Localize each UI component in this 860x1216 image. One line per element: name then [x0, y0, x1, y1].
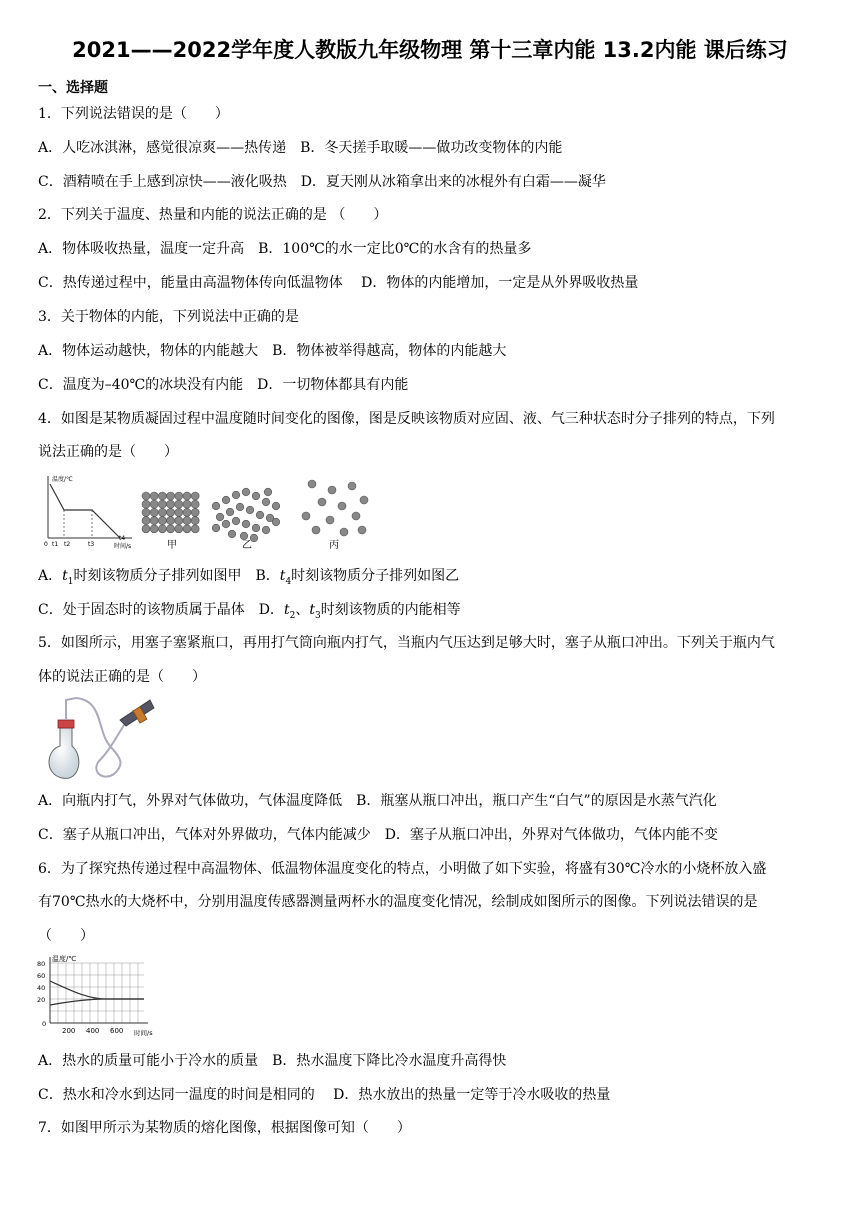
molecule-solid: [142, 492, 150, 500]
molecule-solid: [150, 500, 158, 508]
molecule-solid: [175, 508, 183, 516]
molecule-liquid: [272, 518, 280, 526]
question-4-options-cd: [38, 601, 461, 625]
molecule-solid: [158, 500, 166, 508]
molecule-solid: [150, 517, 158, 525]
q4-d-sep: 、: [295, 602, 310, 618]
q4-a-t: t: [62, 568, 68, 584]
question-7-stem: 7．如图甲所示为某物质的熔化图像，根据图像可知（ ）: [38, 1120, 411, 1136]
q6-xtick-200: 200: [62, 1027, 76, 1035]
q6-ytick-40: 40: [37, 984, 46, 992]
molecule-liquid: [212, 524, 220, 532]
q4-tick-t4: t4: [119, 535, 126, 542]
molecule-liquid: [240, 532, 248, 540]
question-6-stem-line2: 有70℃热水的大烧杯中，分别用温度传感器测量两杯水的温度变化情况，绘制成如图所示的图像。下列说法错误的是: [38, 894, 758, 910]
question-1-options-ab: A．人吃冰淇淋，感觉很凉爽——热传递 B．冬天搓手取暖——做功改变物体的内能: [38, 140, 563, 156]
molecule-solid: [150, 492, 158, 500]
molecule-solid: [158, 525, 166, 533]
molecule-solid: [167, 492, 175, 500]
page-title: 2021——2022学年度人教版九年级物理 第十三章内能 13.2内能 课后练习: [72, 38, 788, 62]
molecule-liquid: [236, 503, 244, 511]
question-5-stem-line2: 体的说法正确的是（ ）: [38, 669, 206, 685]
molecule-solid: [142, 517, 150, 525]
question-2-stem: 2．下列关于温度、热量和内能的说法正确的是 （ ）: [38, 207, 388, 223]
molecules-solid: [142, 492, 199, 533]
molecule-liquid: [262, 498, 270, 506]
molecule-solid: [158, 517, 166, 525]
q6-ytick-0: 0: [42, 1020, 47, 1028]
molecule-gas: [326, 516, 334, 524]
q4-c-text: C．处于固态时的该物质属于晶体 D．: [38, 602, 284, 618]
molecule-gas: [358, 526, 366, 534]
q4-tick-0: 0: [44, 541, 48, 548]
flask-and-pump-illustration: [40, 694, 155, 782]
question-2-options-cd: C．热传递过程中，能量由高温物体传向低温物体 D．物体的内能增加，一定是从外界吸收热量: [38, 275, 639, 291]
q4-tick-t3: t3: [88, 541, 95, 548]
molecule-solid: [142, 525, 150, 533]
molecule-solid: [167, 508, 175, 516]
molecule-liquid: [228, 530, 236, 538]
question-4-options-ab: [38, 567, 459, 591]
molecule-gas: [338, 502, 346, 510]
label-yi: 乙: [242, 540, 252, 551]
molecule-solid: [183, 525, 191, 533]
molecule-solid: [183, 508, 191, 516]
molecule-liquid: [252, 524, 260, 532]
q6-xlabel: 时间/s: [134, 1029, 153, 1037]
flask: [49, 728, 79, 778]
molecule-solid: [183, 500, 191, 508]
label-jia: 甲: [167, 540, 177, 551]
q4-d-t2: t: [283, 602, 290, 618]
q4-tick-t1: t1: [52, 541, 59, 548]
molecule-liquid: [222, 496, 230, 504]
molecule-solid: [191, 500, 199, 508]
molecule-gas: [318, 498, 326, 506]
q6-ylabel: 温度/℃: [52, 955, 77, 963]
question-6-options-ab: A．热水的质量可能小于冷水的质量 B．热水温度下降比冷水温度升高得快: [38, 1053, 507, 1069]
q4-d-post: 时刻该物质的内能相等: [320, 602, 461, 618]
molecule-gas: [312, 526, 320, 534]
question-5-options-cd: C．塞子从瓶口冲出，气体对外界做功，气体内能减少 D．塞子从瓶口冲出，外界对气体做功，气体内能不变: [38, 827, 718, 843]
question-5-options-ab: A．向瓶内打气，外界对气体做功，气体温度降低 B．瓶塞从瓶口冲出，瓶口产生“白气”的原因是水蒸气汽化: [38, 793, 717, 809]
question-6-stem-line1: 6．为了探究热传递过程中高温物体、低温物体温度变化的特点，小明做了如下实验，将盛有30℃冷水的小烧杯放入盛: [38, 861, 767, 877]
molecule-solid: [142, 500, 150, 508]
molecule-liquid: [212, 502, 220, 510]
q4-xlabel: 时间/s: [114, 543, 132, 550]
molecule-gas: [308, 480, 316, 488]
q4-a-post: 时刻该物质分子排列如图甲 B．: [73, 568, 280, 584]
q6-grid: [50, 963, 144, 1023]
molecule-gas: [352, 512, 360, 520]
question-6-stem-line3: （ ）: [38, 928, 94, 944]
question-3-options-cd: C．温度为–40℃的冰块没有内能 D．一切物体都具有内能: [38, 377, 409, 393]
section-heading: 一、选择题: [38, 80, 108, 96]
molecule-gas: [302, 512, 310, 520]
molecule-gas: [348, 482, 356, 490]
molecule-liquid: [216, 513, 224, 521]
q4-ylabel: 温度/℃: [52, 476, 73, 483]
molecules-liquid: [212, 488, 280, 542]
molecule-solid: [158, 492, 166, 500]
molecule-liquid: [246, 506, 254, 514]
molecule-solid: [150, 508, 158, 516]
molecule-solid: [175, 500, 183, 508]
q4-a-sub: 1: [67, 576, 74, 587]
molecule-solid: [183, 492, 191, 500]
molecules-gas: [302, 480, 368, 536]
question-1-stem: 1．下列说法错误的是（ ）: [38, 106, 229, 122]
question-4-stem-line1: 4．如图是某物质凝固过程中温度随时间变化的图像，图是反映该物质对应固、液、气三种状态时分子排列的特点，下列: [38, 411, 775, 427]
q4-d-t3: t: [309, 602, 315, 618]
molecule-liquid: [222, 520, 230, 528]
question-5-stem-line1: 5．如图所示，用塞子塞紧瓶口，再用打气筒向瓶内打气，当瓶内气压达到足够大时，塞子从瓶口冲出。下列关于瓶内气: [38, 635, 775, 651]
molecule-liquid: [264, 488, 272, 496]
q6-ytick-20: 20: [37, 996, 46, 1004]
q4-tick-t2: t2: [64, 541, 71, 548]
molecule-gas: [360, 496, 368, 504]
q4-d-sub3: 3: [314, 610, 321, 621]
molecule-solid: [167, 517, 175, 525]
molecule-gas: [340, 528, 348, 536]
label-bing: 丙: [329, 540, 339, 551]
q6-xtick-400: 400: [86, 1027, 100, 1035]
molecule-liquid: [256, 511, 264, 519]
q4-curve: [50, 484, 120, 538]
question-3-stem: 3．关于物体的内能，下列说法中正确的是: [38, 309, 299, 325]
molecule-liquid: [242, 520, 250, 528]
stopper: [58, 720, 74, 728]
question-3-options-ab: A．物体运动越快，物体的内能越大 B．物体被举得越高，物体的内能越大: [38, 343, 507, 359]
q4-b-sub: 4: [285, 576, 292, 587]
molecule-solid: [167, 500, 175, 508]
molecule-liquid: [252, 492, 260, 500]
molecule-solid: [191, 508, 199, 516]
molecule-solid: [150, 525, 158, 533]
q4-a-prefix: A．: [38, 568, 63, 584]
molecule-solid: [142, 508, 150, 516]
molecule-liquid: [242, 488, 250, 496]
question-4-graph-and-molecules: [40, 472, 380, 556]
molecule-gas: [328, 486, 336, 494]
molecule-liquid: [226, 508, 234, 516]
question-1-options-cd: C．酒精喷在手上感到凉快——液化吸热 D．夏天刚从冰箱拿出来的冰棍外有白霜——凝华: [38, 174, 606, 190]
q4-d-sub2: 2: [289, 610, 296, 621]
molecule-solid: [175, 525, 183, 533]
molecule-solid: [175, 517, 183, 525]
molecule-solid: [158, 508, 166, 516]
question-6-options-cd: C．热水和冷水到达同一温度的时间是相同的 D．热水放出的热量一定等于冷水吸收的热量: [38, 1087, 611, 1103]
molecule-liquid: [262, 526, 270, 534]
q4-b-post: 时刻该物质分子排列如图乙: [291, 568, 460, 584]
q4-b-t: t: [279, 568, 286, 584]
question-5-figure: [40, 694, 155, 782]
q6-ytick-60: 60: [37, 972, 46, 980]
molecule-solid: [191, 517, 199, 525]
molecule-liquid: [272, 502, 280, 510]
molecule-solid: [175, 492, 183, 500]
question-4-stem-line2: 说法正确的是（ ）: [38, 444, 178, 460]
molecule-solid: [191, 525, 199, 533]
question-6-figure: [36, 953, 166, 1039]
molecule-solid: [167, 525, 175, 533]
molecule-liquid: [232, 517, 240, 525]
q6-ytick-80: 80: [37, 960, 46, 968]
question-4-figure: [40, 472, 380, 556]
molecule-liquid: [232, 491, 240, 499]
molecule-solid: [183, 517, 191, 525]
q6-xtick-600: 600: [110, 1027, 124, 1035]
question-2-options-ab: A．物体吸收热量，温度一定升高 B．100℃的水一定比0℃的水含有的热量多: [38, 241, 532, 257]
molecule-solid: [191, 492, 199, 500]
temperature-time-graph: [36, 953, 166, 1039]
